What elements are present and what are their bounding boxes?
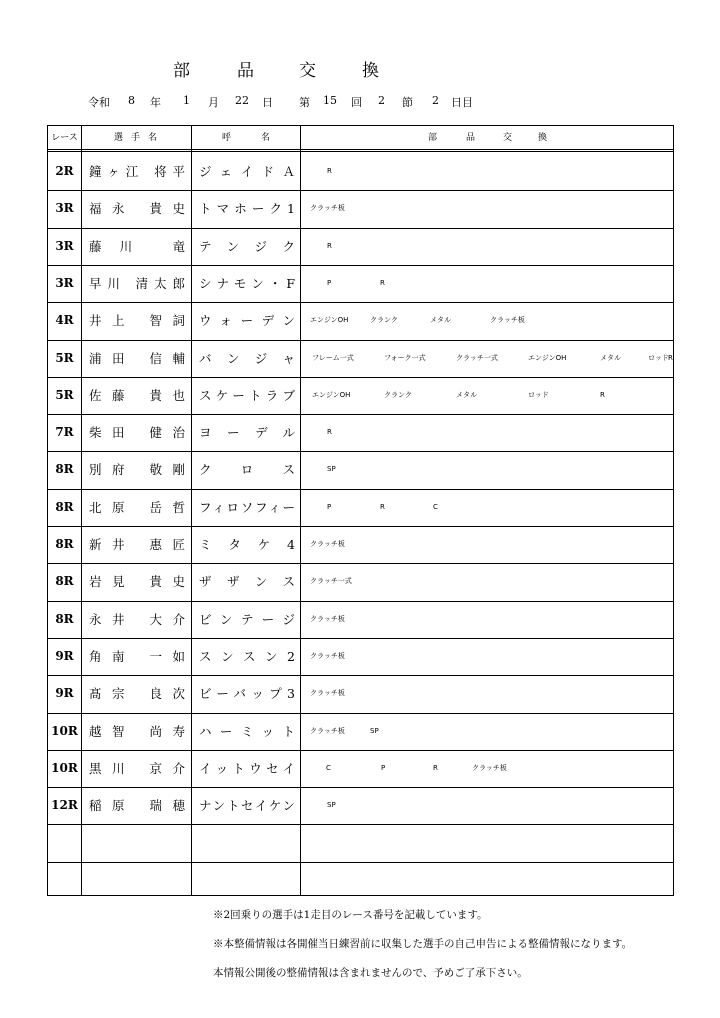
- kai-prefix: 第: [299, 96, 310, 109]
- part-item: P: [327, 502, 332, 511]
- month: 1: [183, 94, 190, 107]
- player-name: 浦田 信輔: [89, 350, 185, 366]
- row-divider: [48, 228, 673, 229]
- player-nickname: トマホーク1: [199, 201, 295, 217]
- part-item: フォーク一式: [384, 353, 426, 362]
- parts-exchange-table: [47, 125, 674, 896]
- row-divider: [48, 489, 673, 490]
- row-divider: [48, 824, 673, 825]
- player-nickname: イットウセイ: [199, 760, 295, 776]
- race-number: 3R: [55, 201, 74, 216]
- row-divider: [48, 638, 673, 639]
- part-item: クラッチ板: [310, 689, 345, 698]
- header-divider: [48, 149, 673, 152]
- player-name: 井上 智詞: [89, 313, 185, 329]
- race-number: 8R: [55, 537, 74, 551]
- player-name: 北原 岳哲: [89, 499, 185, 515]
- player-nickname: テンジク: [199, 238, 295, 254]
- header-race: レース: [51, 133, 78, 143]
- race-number: 9R: [55, 648, 74, 663]
- row-divider: [48, 340, 673, 341]
- player-nickname: スンスン2: [199, 648, 295, 664]
- header-parts-char: 交: [503, 133, 513, 143]
- player-name: 福永 貴史: [89, 201, 185, 217]
- player-name: 岩見 貴史: [89, 574, 185, 590]
- row-divider: [48, 414, 673, 415]
- table-row: [48, 862, 673, 899]
- table-row: [48, 414, 673, 451]
- part-item: R: [668, 353, 673, 362]
- player-name: 髙宗 良次: [89, 686, 185, 702]
- player-name: 稲原 瑞穂: [89, 798, 185, 814]
- row-divider: [48, 601, 673, 602]
- part-item: クラッチ板: [310, 614, 345, 623]
- race-number: 8R: [55, 499, 74, 514]
- table-row: [48, 601, 673, 638]
- race-number: 2R: [55, 164, 74, 178]
- player-nickname: スケートラブ: [199, 387, 295, 403]
- row-divider: [48, 675, 673, 676]
- day-unit: 日: [262, 96, 273, 109]
- race-number: 10R: [51, 760, 78, 775]
- row-divider: [48, 787, 673, 788]
- header-parts-char: 部: [428, 133, 438, 143]
- race-number: 9R: [55, 686, 74, 701]
- nichime-number: 2: [432, 94, 439, 107]
- table-row: [48, 153, 673, 190]
- header-row: [48, 126, 673, 150]
- header-parts-char: 換: [538, 133, 548, 143]
- player-nickname: ヨーデル: [199, 425, 295, 441]
- kai-number: 15: [323, 94, 337, 107]
- table-row: [48, 340, 673, 377]
- row-divider: [48, 750, 673, 751]
- table-row: [48, 451, 673, 488]
- year: 8: [128, 94, 135, 107]
- table-row: [48, 713, 673, 750]
- player-nickname: ナントセイケン: [199, 798, 295, 814]
- title-char: 交: [299, 61, 316, 81]
- part-item: クランク: [384, 390, 412, 399]
- player-nickname: ミタケ4: [199, 537, 295, 552]
- setsu-number: 2: [378, 94, 385, 107]
- player-name: 越智 尚寿: [89, 723, 185, 739]
- header-nickname-char: 呼: [222, 133, 232, 143]
- player-name: 角南 一如: [89, 648, 185, 664]
- row-divider: [48, 526, 673, 527]
- part-item: SP: [327, 801, 336, 810]
- part-item: フレーム一式: [312, 353, 354, 362]
- table-row: [48, 787, 673, 824]
- part-item: クラッチ板: [310, 651, 345, 660]
- row-divider: [48, 563, 673, 564]
- player-name: 新井 惠匠: [89, 537, 185, 552]
- year-unit: 年: [150, 96, 161, 109]
- part-item: クラッチ板: [472, 763, 507, 772]
- player-nickname: ジェイドＡ: [199, 164, 295, 179]
- part-item: P: [381, 763, 386, 772]
- race-number: 12R: [51, 798, 78, 813]
- player-name: 黒川 京介: [89, 760, 185, 776]
- part-item: R: [600, 390, 605, 399]
- part-item: エンジンOH: [528, 353, 567, 362]
- table-row: [48, 489, 673, 526]
- row-divider: [48, 713, 673, 714]
- era: 令和: [88, 96, 110, 109]
- header-player-char: 選: [114, 133, 124, 143]
- part-item: R: [380, 502, 385, 511]
- player-nickname: フィロソフィー: [199, 499, 295, 515]
- race-number: 8R: [55, 574, 74, 589]
- race-number: 8R: [55, 611, 74, 626]
- player-nickname: ザザンス: [199, 574, 295, 590]
- player-nickname: バンジャ: [199, 350, 295, 366]
- part-item: R: [380, 278, 385, 287]
- part-item: SP: [327, 465, 336, 474]
- player-name: 別府 敬剛: [89, 462, 185, 478]
- note-line: ※本整備情報は各開催当日練習前に収集した選手の自己申告による整備情報になります。: [213, 938, 633, 950]
- player-name: 永井 大介: [89, 611, 185, 627]
- player-name: 柴田 健治: [89, 425, 185, 441]
- player-name: 藤川 竜: [89, 238, 185, 254]
- kai-unit: 回: [351, 96, 362, 109]
- player-nickname: ハーミット: [199, 723, 295, 739]
- row-divider: [48, 302, 673, 303]
- table-row: [48, 228, 673, 265]
- table-row: [48, 377, 673, 414]
- nichime-unit: 日目: [451, 96, 473, 109]
- row-divider: [48, 451, 673, 452]
- row-divider: [48, 377, 673, 378]
- header-player-char: 名: [148, 133, 158, 143]
- row-divider: [48, 265, 673, 266]
- row-divider: [48, 862, 673, 863]
- player-name: 鐘ヶ江 将平: [89, 164, 185, 179]
- part-item: R: [327, 428, 332, 437]
- table-row: [48, 824, 673, 861]
- part-item: C: [326, 763, 331, 772]
- table-row: [48, 638, 673, 675]
- part-item: P: [327, 278, 332, 287]
- header-parts-char: 品: [466, 133, 476, 143]
- part-item: メタル: [430, 316, 451, 325]
- header-player-char: 手: [131, 133, 141, 143]
- part-item: SP: [370, 726, 379, 735]
- player-nickname: クロス: [199, 462, 295, 478]
- part-item: エンジンOH: [312, 390, 351, 399]
- part-item: メタル: [456, 390, 477, 399]
- player-name: 佐藤 貴也: [89, 387, 185, 403]
- table-row: [48, 750, 673, 787]
- table-row: [48, 190, 673, 227]
- row-divider: [48, 190, 673, 191]
- part-item: クラッチ一式: [310, 577, 352, 586]
- player-nickname: ビンテージ: [199, 611, 295, 627]
- part-item: エンジンOH: [310, 316, 349, 325]
- race-number: 7R: [55, 425, 74, 440]
- race-number: 3R: [55, 238, 74, 253]
- day: 22: [235, 94, 249, 107]
- part-item: R: [433, 763, 438, 772]
- race-number: 8R: [55, 462, 74, 477]
- setsu-unit: 節: [402, 96, 413, 109]
- part-item: クラッチ板: [310, 540, 345, 548]
- table-row: [48, 265, 673, 302]
- player-nickname: シナモン・F: [199, 275, 295, 291]
- table-row: [48, 675, 673, 712]
- table-row: [48, 302, 673, 339]
- part-item: ロッド: [528, 390, 549, 399]
- title-char: 部: [173, 61, 190, 81]
- part-item: C: [433, 502, 438, 511]
- race-number: 5R: [55, 350, 74, 365]
- part-item: クラッチ板: [490, 316, 525, 325]
- month-unit: 月: [208, 96, 219, 109]
- table-row: [48, 563, 673, 600]
- part-item: クラッチ一式: [456, 353, 498, 362]
- title-char: 品: [237, 61, 254, 81]
- part-item: クラッチ板: [310, 726, 345, 735]
- part-item: ロッド: [648, 353, 669, 362]
- part-item: クランク: [370, 316, 398, 325]
- note-line: ※2回乗りの選手は1走目のレース番号を記載しています。: [213, 909, 488, 921]
- race-number: 10R: [51, 723, 78, 738]
- part-item: メタル: [600, 353, 621, 362]
- header-nickname-char: 名: [261, 133, 271, 143]
- table-row: [48, 526, 673, 563]
- race-number: 3R: [55, 275, 74, 290]
- part-item: R: [327, 241, 332, 250]
- note-line: 本情報公開後の整備情報は含まれませんので、予めご了承下さい。: [213, 967, 528, 979]
- part-item: クラッチ板: [310, 204, 345, 213]
- race-number: 5R: [55, 387, 74, 402]
- player-nickname: ビーバップ3: [199, 686, 295, 702]
- title-char: 換: [362, 61, 379, 81]
- player-nickname: ウォーデン: [199, 313, 295, 329]
- player-name: 早川 清太郎: [89, 275, 185, 291]
- part-item: R: [327, 167, 332, 175]
- race-number: 4R: [55, 313, 74, 328]
